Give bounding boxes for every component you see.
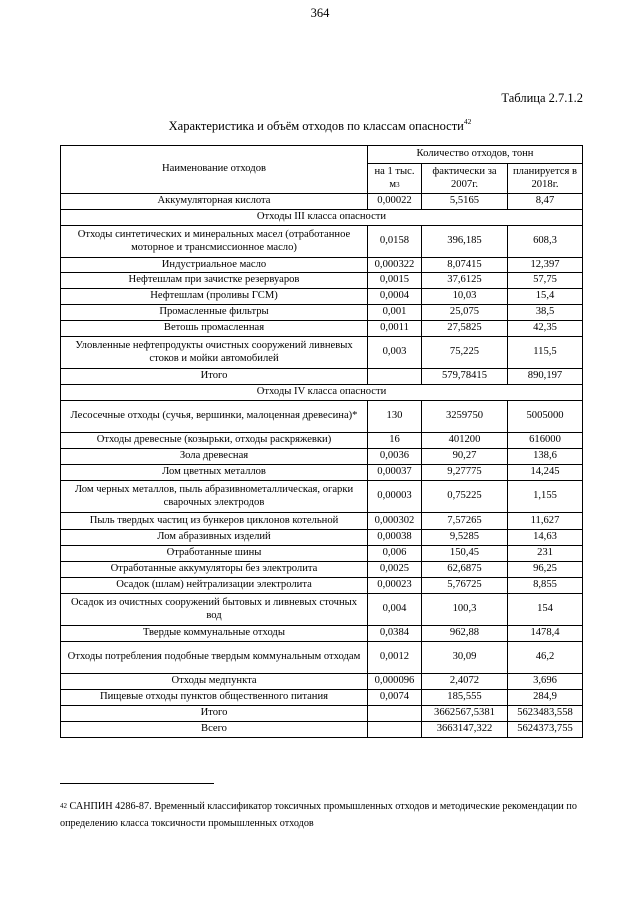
cell-planned-2018: 57,75 — [508, 273, 583, 289]
cell-per-unit: 0,001 — [368, 305, 422, 321]
cell-per-unit: 0,0036 — [368, 449, 422, 465]
cell-actual-2007: 579,78415 — [422, 369, 508, 385]
cell-per-unit: 0,00037 — [368, 465, 422, 481]
header-actual-line1: фактически за — [432, 166, 497, 177]
header-actual — [422, 164, 508, 194]
cell-planned-2018: 11,627 — [508, 513, 583, 530]
table-row — [61, 369, 583, 385]
cell-planned-2018: 231 — [508, 546, 583, 562]
table-row — [61, 226, 583, 258]
cell-planned-2018: 890,197 — [508, 369, 583, 385]
header-per-unit-sup: 3 — [396, 180, 400, 189]
table-row — [61, 690, 583, 706]
cell-actual-2007: 5,76725 — [422, 578, 508, 594]
table-row — [61, 722, 583, 738]
table-row — [61, 465, 583, 481]
table-row — [61, 706, 583, 722]
cell-name: Твердые коммунальные отходы — [61, 626, 368, 642]
cell-per-unit: 0,004 — [368, 594, 422, 626]
cell-actual-2007: 396,185 — [422, 226, 508, 258]
cell-name: Отходы медпункта — [61, 674, 368, 690]
waste-table — [60, 145, 583, 738]
cell-actual-2007: 10,03 — [422, 289, 508, 305]
table-body — [61, 194, 583, 738]
cell-per-unit: 0,0074 — [368, 690, 422, 706]
cell-planned-2018: 616000 — [508, 433, 583, 449]
cell-actual-2007: 37,6125 — [422, 273, 508, 289]
cell-actual-2007: 30,09 — [422, 642, 508, 674]
cell-actual-2007: 75,225 — [422, 337, 508, 369]
cell-actual-2007: 9,5285 — [422, 530, 508, 546]
cell-per-unit — [368, 369, 422, 385]
table-caption — [0, 119, 640, 134]
cell-name: Лом абразивных изделий — [61, 530, 368, 546]
table-label: Таблица 2.7.1.2 — [501, 91, 583, 105]
table-row — [61, 674, 583, 690]
cell-name: Лесосечные отходы (сучья, вершинки, малоценная древесина)* — [61, 401, 368, 433]
footnote-divider — [60, 783, 214, 784]
cell-planned-2018: 14,63 — [508, 530, 583, 546]
cell-actual-2007: 150,45 — [422, 546, 508, 562]
cell-name: Нефтешлам (проливы ГСМ) — [61, 289, 368, 305]
cell-planned-2018: 38,5 — [508, 305, 583, 321]
cell-per-unit: 0,000096 — [368, 674, 422, 690]
table-row — [61, 433, 583, 449]
cell-name: Итого — [61, 706, 368, 722]
section-row — [61, 385, 583, 401]
cell-actual-2007: 0,75225 — [422, 481, 508, 513]
footnote-ref: 42 — [60, 802, 67, 810]
section-row — [61, 210, 583, 226]
header-per-unit-line2: м — [389, 178, 397, 190]
cell-per-unit: 0,00022 — [368, 194, 422, 210]
table-row — [61, 530, 583, 546]
table-row — [61, 401, 583, 433]
cell-actual-2007: 9,27775 — [422, 465, 508, 481]
cell-name: Отработанные шины — [61, 546, 368, 562]
table-row — [61, 449, 583, 465]
cell-name: Осадок из очистных сооружений бытовых и ливневых сточных вод — [61, 594, 368, 626]
cell-actual-2007: 3663147,322 — [422, 722, 508, 738]
cell-actual-2007: 401200 — [422, 433, 508, 449]
cell-name: Отходы синтетических и минеральных масел (отработанное моторное и трансмиссионное масло) — [61, 226, 368, 258]
footnote-text: САНПИН 4286-87. Временный классификатор токсичных промышленных отходов и методические рекомендации по определению класса токсичности промышленных отходов — [60, 801, 577, 829]
cell-per-unit: 0,006 — [368, 546, 422, 562]
cell-planned-2018: 46,2 — [508, 642, 583, 674]
cell-actual-2007: 25,075 — [422, 305, 508, 321]
header-name: Наименование отходов — [61, 146, 368, 194]
table-row — [61, 273, 583, 289]
cell-name: Нефтешлам при зачистке резервуаров — [61, 273, 368, 289]
cell-actual-2007: 8,07415 — [422, 258, 508, 273]
table-row — [61, 513, 583, 530]
cell-name: Всего — [61, 722, 368, 738]
cell-planned-2018: 1,155 — [508, 481, 583, 513]
cell-planned-2018: 5005000 — [508, 401, 583, 433]
cell-per-unit: 0,003 — [368, 337, 422, 369]
caption-text: Характеристика и объём отходов по классам опасности — [168, 119, 464, 133]
cell-per-unit: 0,00003 — [368, 481, 422, 513]
cell-name: Лом черных металлов, пыль абразивнометаллическая, огарки сварочных электродов — [61, 481, 368, 513]
cell-planned-2018: 1478,4 — [508, 626, 583, 642]
table-row — [61, 305, 583, 321]
cell-name: Итого — [61, 369, 368, 385]
table-row — [61, 321, 583, 337]
table-row — [61, 194, 583, 210]
cell-planned-2018: 8,855 — [508, 578, 583, 594]
cell-per-unit: 0,0004 — [368, 289, 422, 305]
cell-actual-2007: 100,3 — [422, 594, 508, 626]
cell-name: Уловленные нефтепродукты очистных сооружений ливневых стоков и мойки автомобилей — [61, 337, 368, 369]
cell-per-unit: 130 — [368, 401, 422, 433]
cell-name: Отходы древесные (козырьки, отходы раскряжевки) — [61, 433, 368, 449]
header-planned — [508, 164, 583, 194]
cell-planned-2018: 284,9 — [508, 690, 583, 706]
cell-planned-2018: 12,397 — [508, 258, 583, 273]
header-planned-line2: 2018г. — [531, 178, 559, 190]
cell-per-unit: 16 — [368, 433, 422, 449]
cell-name: Отходы потребления подобные твердым коммунальным отходам — [61, 642, 368, 674]
cell-name: Промасленные фильтры — [61, 305, 368, 321]
header-per-unit — [368, 164, 422, 194]
caption-footnote-ref: 42 — [463, 117, 472, 126]
cell-planned-2018: 115,5 — [508, 337, 583, 369]
cell-planned-2018: 5623483,558 — [508, 706, 583, 722]
cell-per-unit — [368, 722, 422, 738]
cell-name: Пищевые отходы пунктов общественного питания — [61, 690, 368, 706]
cell-planned-2018: 42,35 — [508, 321, 583, 337]
cell-planned-2018: 15,4 — [508, 289, 583, 305]
cell-name: Индустриальное масло — [61, 258, 368, 273]
cell-planned-2018: 138,6 — [508, 449, 583, 465]
table-row — [61, 546, 583, 562]
cell-per-unit: 0,0384 — [368, 626, 422, 642]
table-row — [61, 289, 583, 305]
cell-name: Ветошь промасленная — [61, 321, 368, 337]
cell-actual-2007: 27,5825 — [422, 321, 508, 337]
cell-planned-2018: 3,696 — [508, 674, 583, 690]
table-row — [61, 337, 583, 369]
cell-per-unit: 0,00038 — [368, 530, 422, 546]
cell-per-unit: 0,000302 — [368, 513, 422, 530]
cell-name: Аккумуляторная кислота — [61, 194, 368, 210]
header-planned-line1: планируется в — [513, 166, 577, 177]
cell-actual-2007: 962,88 — [422, 626, 508, 642]
cell-actual-2007: 3259750 — [422, 401, 508, 433]
section-title: Отходы III класса опасности — [61, 210, 583, 226]
header-per-unit-line1: на 1 тыс. — [374, 166, 415, 177]
header-actual-line2: 2007г. — [451, 178, 478, 190]
cell-actual-2007: 90,27 — [422, 449, 508, 465]
cell-actual-2007: 62,6875 — [422, 562, 508, 578]
table-row — [61, 481, 583, 513]
cell-planned-2018: 154 — [508, 594, 583, 626]
table-row — [61, 626, 583, 642]
cell-per-unit: 0,0012 — [368, 642, 422, 674]
cell-per-unit: 0,00023 — [368, 578, 422, 594]
page-number: 364 — [310, 6, 330, 20]
cell-per-unit: 0,0025 — [368, 562, 422, 578]
footnote — [60, 798, 600, 832]
cell-actual-2007: 5,5165 — [422, 194, 508, 210]
cell-per-unit: 0,0011 — [368, 321, 422, 337]
cell-planned-2018: 96,25 — [508, 562, 583, 578]
table-row — [61, 578, 583, 594]
cell-actual-2007: 3662567,5381 — [422, 706, 508, 722]
cell-actual-2007: 2,4072 — [422, 674, 508, 690]
cell-name: Пыль твердых частиц из бункеров циклонов котельной — [61, 513, 368, 530]
table-row — [61, 594, 583, 626]
header-quantity: Количество отходов, тонн — [368, 146, 583, 164]
cell-name: Лом цветных металлов — [61, 465, 368, 481]
table-row — [61, 562, 583, 578]
cell-per-unit: 0,0015 — [368, 273, 422, 289]
section-title: Отходы IV класса опасности — [61, 385, 583, 401]
cell-planned-2018: 5624373,755 — [508, 722, 583, 738]
cell-name: Отработанные аккумуляторы без электролита — [61, 562, 368, 578]
table-row — [61, 642, 583, 674]
cell-per-unit — [368, 706, 422, 722]
table-header — [61, 146, 583, 194]
cell-actual-2007: 7,57265 — [422, 513, 508, 530]
cell-planned-2018: 14,245 — [508, 465, 583, 481]
cell-planned-2018: 8,47 — [508, 194, 583, 210]
cell-name: Зола древесная — [61, 449, 368, 465]
cell-planned-2018: 608,3 — [508, 226, 583, 258]
cell-per-unit: 0,0158 — [368, 226, 422, 258]
cell-actual-2007: 185,555 — [422, 690, 508, 706]
cell-per-unit: 0,000322 — [368, 258, 422, 273]
table-row — [61, 258, 583, 273]
cell-name: Осадок (шлам) нейтрализации электролита — [61, 578, 368, 594]
